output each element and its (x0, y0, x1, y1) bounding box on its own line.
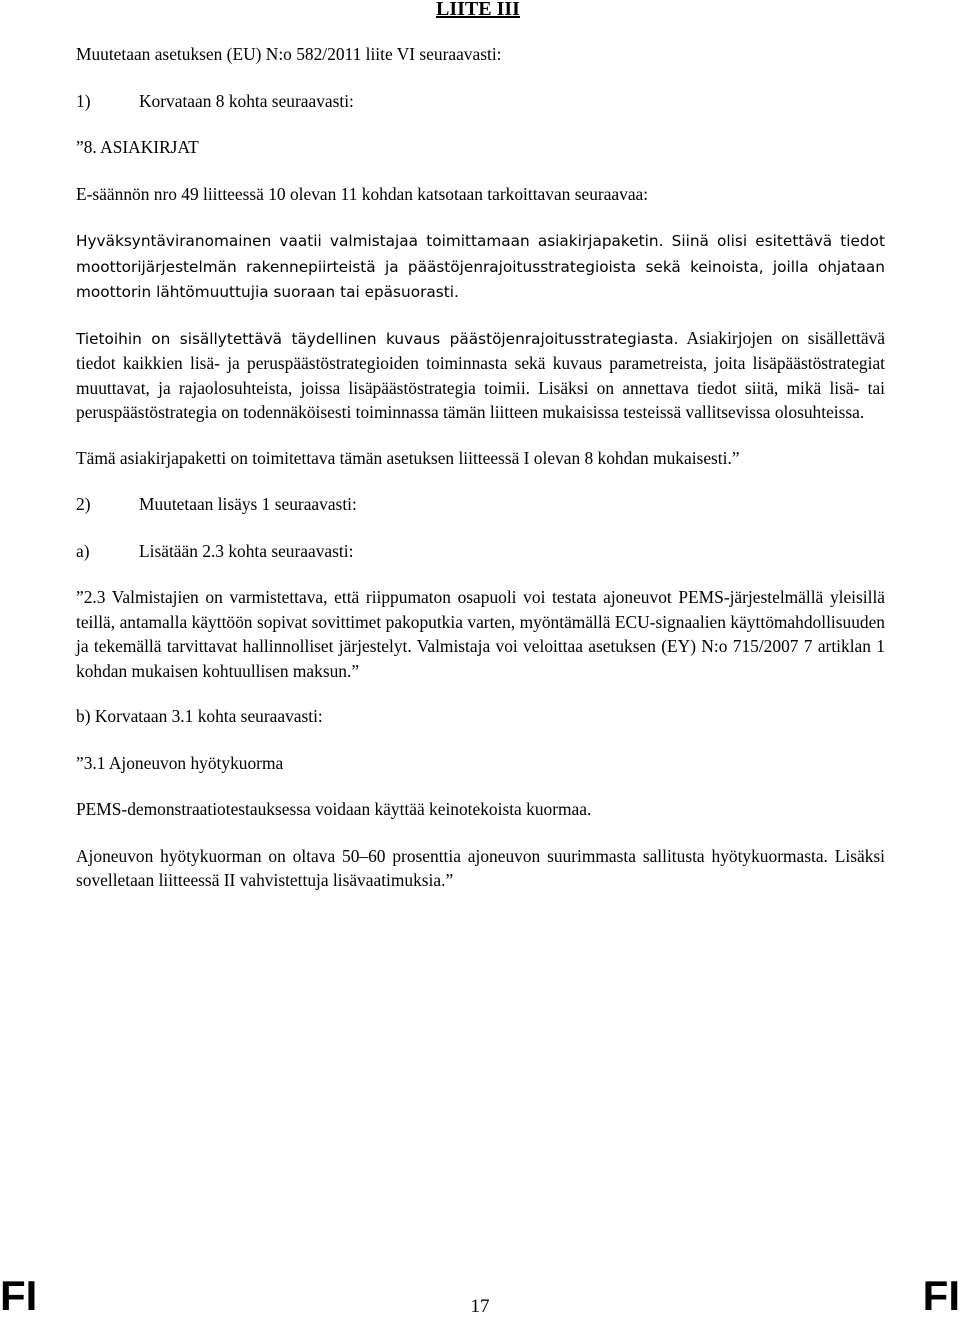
paragraph-artificial-load: PEMS-demonstraatiotestauksessa voidaan käyttää keinotekoista kuormaa. (76, 799, 592, 819)
page-number: 17 (470, 1296, 490, 1317)
language-code-right: FI (922, 1272, 960, 1319)
section-8-heading: ”8. ASIAKIRJAT (76, 137, 199, 157)
paragraph-sans-text-continued: Siinä olisi esitettävä tiedot moottorijärjestelmän rakennepiirteistä ja päästöjenrajoitusstrategioista sekä keinoista, joilla ohjataan moottorin lähtömuuttujia suoraan tai epäsuorasti. (76, 232, 886, 301)
list-item-text: Korvataan 8 kohta seuraavasti: (139, 90, 354, 111)
list-item-number: 1) (76, 90, 91, 111)
annex-heading: LIITE III (436, 0, 520, 20)
paragraph-2-3: ”2.3 Valmistajien on varmistettava, että riippumaton osapuoli voi testata ajoneuvot PEMS-järjestelmällä yleisillä teillä, antamalla käyttöön sopivat sovittimet pakoputkia varten, myöntämällä ECU-signaalien käyttömahdollisuuden ja tekemällä tarvittavat hallinnolliset järjestelyt. Valmistaja voi veloittaa asetuksen (EY) N:o 715/2007 7 artiklan 1 kohdan mukaisen kohtuullisen maksun.” (76, 587, 885, 681)
list-item-2 (76, 492, 885, 517)
paragraph-emission-strategies (76, 326, 885, 425)
paragraph-sans-text: Tietoihin on sisällytettävä täydellinen kuvaus päästöjenrajoitusstrategiasta. (76, 329, 679, 348)
section-3-1-heading: ”3.1 Ajoneuvon hyötykuorma (76, 752, 284, 773)
list-item-text: Lisätään 2.3 kohta seuraavasti: (139, 540, 354, 561)
section-8-reference: E-säännön nro 49 liitteessä 10 olevan 11 kohdan katsotaan tarkoittavan seuraavaa: (76, 183, 649, 204)
paragraph-serif-text: Asiakirjojen on sisällettävä tiedot kaikkien lisä- ja peruspäästöstrategioiden toiminnasta sekä kuvaus parametreista, joita lisäpäästöstrategiat muuttavat, ja rajaolosuhteista, joissa lisäpäästöstrategia toimii. (76, 327, 885, 398)
list-item-1 (76, 89, 885, 114)
list-item-a (76, 539, 885, 564)
paragraph-submission: Tämä asiakirjapaketti on toimitettava tämän asetuksen liitteessä I olevan 8 kohdan mukaisesti.” (76, 447, 740, 468)
document-body (76, 42, 885, 893)
list-item-number: a) (76, 540, 90, 561)
intro-paragraph: Muutetaan asetuksen (EU) N:o 582/2011 liite VI seuraavasti: (76, 44, 502, 64)
list-item-text: Muutetaan lisäys 1 seuraavasti: (139, 494, 357, 514)
paragraph-sans-text: Hyväksyntäviranomainen vaatii valmistajaa toimittamaan asiakirjapaketin. (76, 232, 664, 250)
list-item-number: 2) (76, 494, 91, 514)
language-code-left: FI (0, 1272, 38, 1319)
paragraph-payload: Ajoneuvon hyötykuorman on oltava 50–60 prosenttia ajoneuvon suurimmasta sallitusta hyötykuormasta. Lisäksi sovelletaan liitteessä II vahvistettuja lisävaatimuksia.” (76, 845, 885, 890)
paragraph-serif-text-continued: Lisäksi on annettava tiedot siitä, mikä lisä- tai peruspäästöstrategia on todennäköisesti toiminnassa tämän liitteen mukaisissa testeissä vallitsevissa olosuhteissa. (76, 377, 885, 422)
paragraph-documentation-package (76, 228, 885, 305)
list-item-b: b) Korvataan 3.1 kohta seuraavasti: (76, 706, 323, 726)
